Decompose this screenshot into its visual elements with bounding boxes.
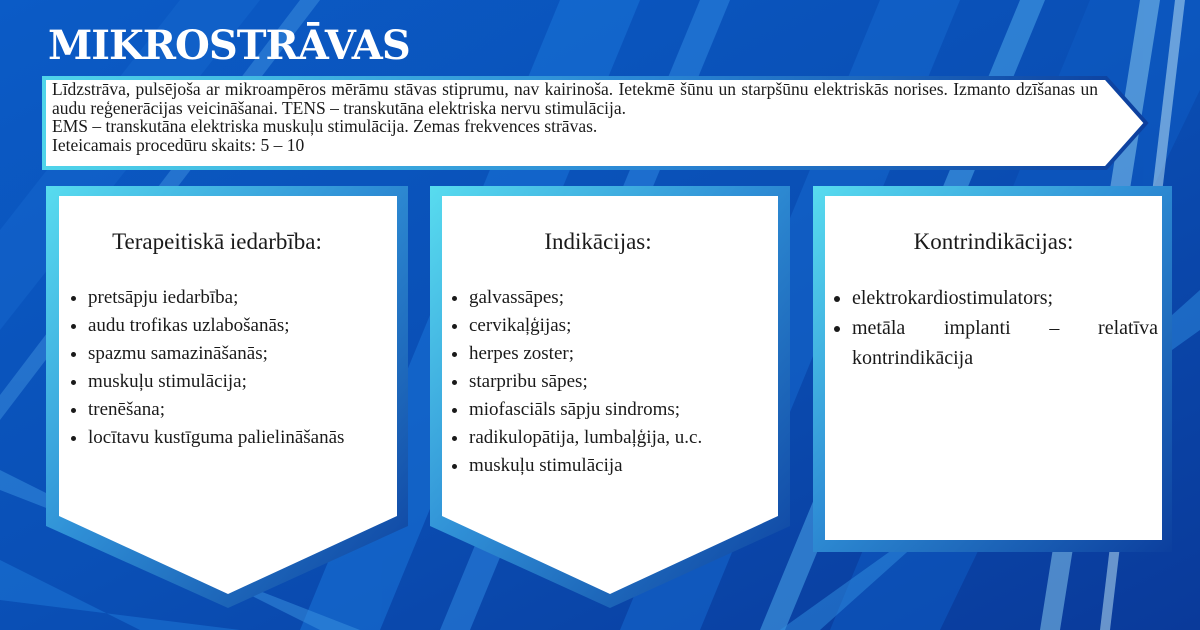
list-item: • pretsāpju iedarbība; xyxy=(88,284,392,312)
intro-paragraph-2: EMS – transkutāna elektriska muskuļu stimulācija. Zemas frekvences strāvas. xyxy=(52,116,598,136)
list-item: • locītavu kustīguma palielināšanās xyxy=(88,424,392,452)
contraindications-list xyxy=(826,283,1158,373)
list-item: • starpribu sāpes; xyxy=(469,368,773,396)
panel-heading: Terapeitiskā iedarbība: xyxy=(112,229,322,254)
indications-list xyxy=(443,284,773,480)
intro-paragraph-1: Līdzstrāva, pulsējoša ar mikroampēros mērāmu stāvas stiprumu, nav kairinoša. Ietekmē šūnu un starpšūnu elektriskās norises. Izmanto dzīšanas un audu reģenerācijas veicināšanai. TENS – transkutāna elektriska nervu stimulācija. xyxy=(52,79,1098,118)
list-item: • audu trofikas uzlabošanās; xyxy=(88,312,392,340)
effects-list xyxy=(62,284,392,452)
list-item: • trenēšana; xyxy=(88,396,392,424)
list-item: • radikulopātija, lumbaļģija, u.c. xyxy=(469,424,773,452)
panel-heading: Kontrindikācijas: xyxy=(913,229,1074,254)
list-item: • muskuļu stimulācija; xyxy=(88,368,392,396)
intro-banner xyxy=(52,80,1098,154)
list-item: • spazmu samazināšanās; xyxy=(88,340,392,368)
indications-panel xyxy=(443,228,773,480)
list-item: • muskuļu stimulācija xyxy=(469,452,773,480)
page-title: MIKROSTRĀVAS xyxy=(48,22,410,69)
list-item: • cervikaļģijas; xyxy=(469,312,773,340)
list-item: • herpes zoster; xyxy=(469,340,773,368)
list-item: • metāla implanti – relatīva kontrindikācija xyxy=(852,313,1158,373)
panel-heading: Indikācijas: xyxy=(544,229,652,254)
therapeutic-effects-panel xyxy=(62,228,392,452)
intro-paragraph-3: Ieteicamais procedūru skaits: 5 – 10 xyxy=(52,134,305,155)
list-item: • galvassāpes; xyxy=(469,284,773,312)
list-item: • elektrokardiostimulators; xyxy=(852,283,1158,313)
list-item: • miofasciāls sāpju sindroms; xyxy=(469,396,773,424)
contraindications-panel xyxy=(826,228,1158,373)
